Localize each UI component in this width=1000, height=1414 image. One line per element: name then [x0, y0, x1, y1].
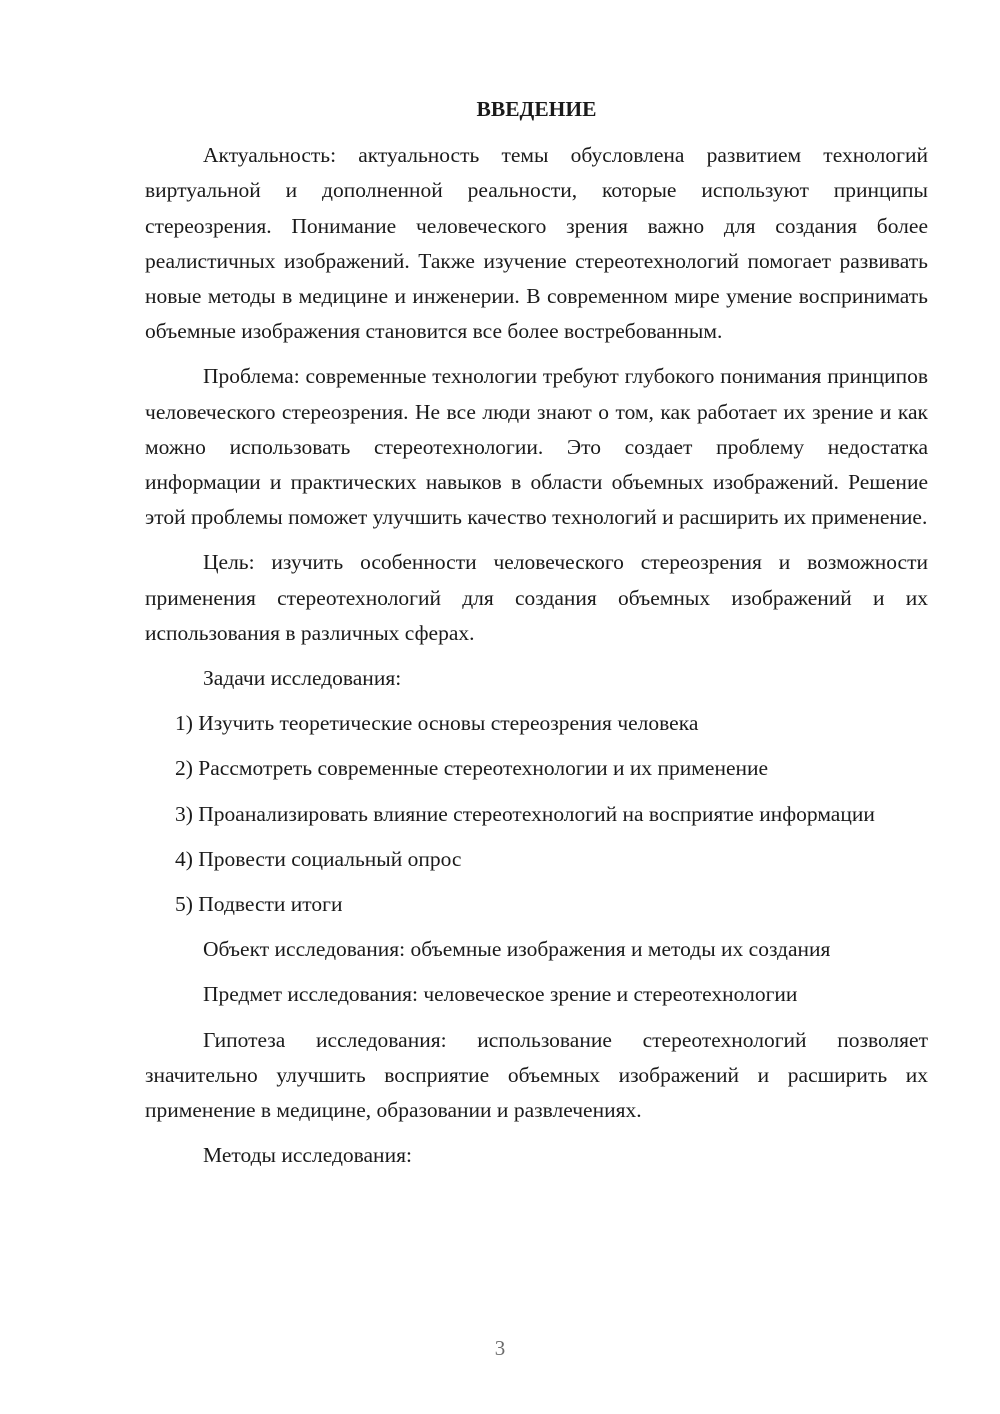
task-item-3: 3) Проанализировать влияние стереотехнологий на восприятие информации	[175, 801, 875, 826]
document-page	[145, 92, 928, 1183]
hypothesis-paragraph: Гипотеза исследования: использование стереотехнологий позволяет значительно улучшить восприятие объемных изображений и расширить их применение в медицине, образовании и развлечениях.	[145, 1027, 928, 1123]
task-item-4: 4) Провести социальный опрос	[175, 846, 462, 871]
page-number: 3	[494, 1336, 506, 1360]
methods-heading: Методы исследования:	[203, 1143, 412, 1168]
subject-paragraph: Предмет исследования: человеческое зрение и стереотехнологии	[203, 982, 798, 1007]
object-paragraph: Объект исследования: объемные изображения и методы их создания	[203, 937, 831, 962]
goal-paragraph: Цель: изучить особенности человеческого стереозрения и возможности применения стереотехнологий для создания объемных изображений и их использования в различных сферах.	[145, 550, 928, 645]
section-title: ВВЕДЕНИЕ	[476, 97, 597, 121]
tasks-heading: Задачи исследования:	[203, 666, 402, 691]
problem-paragraph: Проблема: современные технологии требуют глубокого понимания принципов человеческого стереозрения. Не все люди знают о том, как работает их зрение и как можно использовать стереотехнологии. Это создает проблему недостатка информации и практических навыков в области объемных изображений. Решение этой проблемы поможет улучшить качество технологий и расширить их применение.	[145, 364, 928, 530]
task-item-2: 2) Рассмотреть современные стереотехнологии и их применение	[175, 756, 769, 781]
task-item-1: 1) Изучить теоретические основы стереозрения человека	[175, 711, 699, 736]
task-item-5: 5) Подвести итоги	[175, 892, 343, 917]
relevance-paragraph: Актуальность: актуальность темы обусловлена развитием технологий виртуальной и дополненной реальности, которые используют принципы стереозрения. Понимание человеческого зрения важно для создания более реалистичных изображений. Также изучение стереотехнологий помогает развивать новые методы в медицине и инженерии. В современном мире умение воспринимать объемные изображения становится все более востребованным.	[145, 143, 928, 344]
